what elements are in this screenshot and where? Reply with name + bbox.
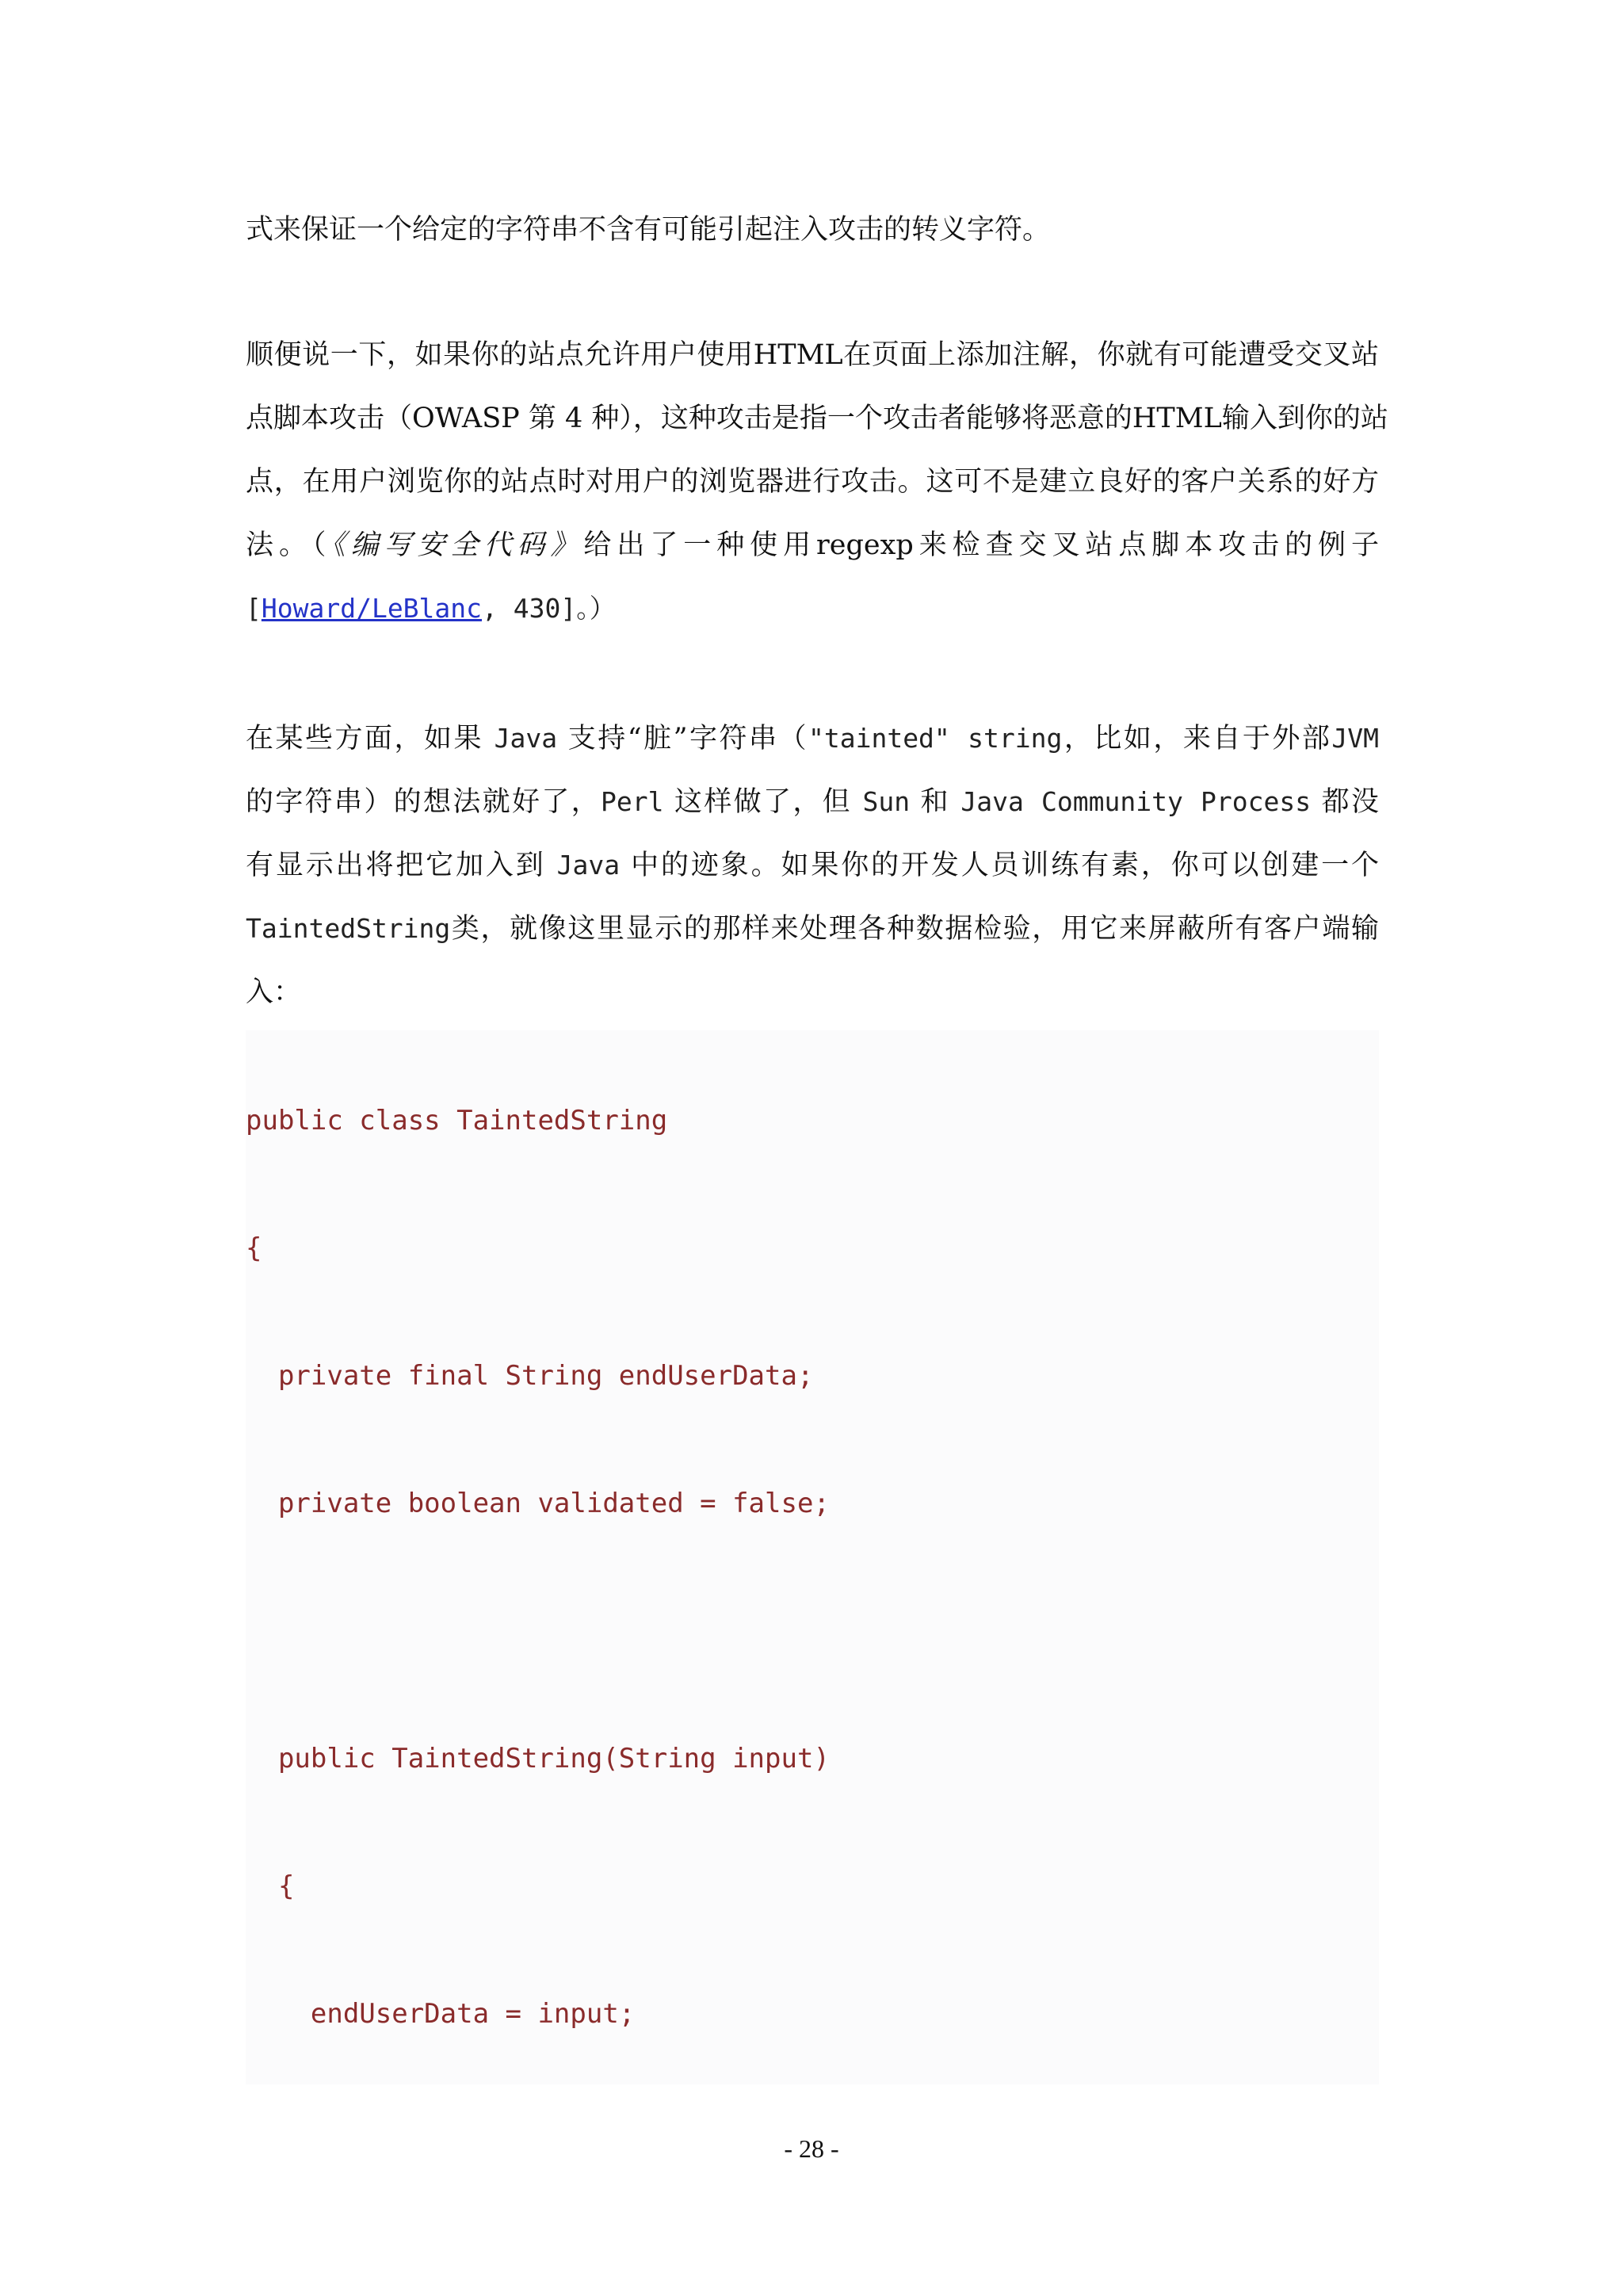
paragraph-line (246, 591, 616, 626)
text-run: 支持“脏”字符串（ (567, 723, 808, 755)
bracket-text: [ (246, 593, 262, 624)
text-run: 在某些方面，如果 (246, 723, 483, 755)
paragraph-line (246, 911, 1379, 946)
paragraph-line: 点，在用户浏览你的站点时对用户的浏览器进行攻击。这可不是建立良好的客户关系的好方 (246, 466, 1379, 498)
code-term: Sun (862, 786, 911, 817)
text-run: ，比如，来自于外部 (1062, 723, 1332, 755)
reference-page: , 430]。） (482, 593, 616, 624)
paragraph-line: 顺便说一下，如果你的站点允许用户使用HTML在页面上添加注解，你就有可能遭受交叉站 (246, 339, 1379, 371)
code-line: { (246, 1232, 262, 1264)
code-term: Java (556, 850, 621, 881)
reference-link[interactable]: Howard/LeBlanc (261, 593, 483, 624)
book-title: 《编写安全代码》 (331, 529, 584, 561)
code-line: private final String endUserData; (246, 1360, 814, 1392)
paragraph-line: 入： (246, 976, 302, 1008)
text-run: 和 (920, 786, 950, 818)
text-run: 都没 (1321, 786, 1379, 818)
code-line: public class TaintedString (246, 1105, 668, 1137)
code-term: TaintedString (246, 913, 451, 944)
text-run: 的字符串）的想法就好了， (246, 786, 601, 818)
text-run: 这样做了，但 (674, 786, 852, 818)
code-term: "tainted" string (808, 723, 1063, 754)
text-run: 法。（ (246, 529, 332, 561)
text-run: 有显示出将把它加入到 (246, 850, 546, 881)
paragraph-line (246, 528, 1379, 563)
paragraph-line: 式来保证一个给定的字符串不含有可能引起注入攻击的转义字符。 (246, 214, 1051, 246)
code-line: private boolean validated = false; (246, 1488, 830, 1519)
code-line: { (246, 1870, 295, 1902)
text-run: 给出了一种使用regexp来检查交叉站点脚本攻击的例子 (583, 529, 1379, 561)
paragraph-line (246, 721, 1379, 756)
paragraph-line (246, 785, 1379, 819)
code-term: Perl (601, 786, 664, 817)
code-term: Java Community Process (960, 786, 1312, 817)
code-listing-background (246, 1030, 1379, 2084)
paragraph-line: 点脚本攻击（OWASP 第 4 种），这种攻击是指一个攻击者能够将恶意的HTML输入到你的站 (246, 403, 1388, 434)
text-run: 类，就像这里显示的那样来处理各种数据检验，用它来屏蔽所有客户端输 (450, 913, 1379, 945)
code-term: Java (494, 723, 558, 754)
text-run: 中的迹象。如果你的开发人员训练有素，你可以创建一个 (631, 850, 1379, 881)
paragraph-line (246, 848, 1379, 883)
code-line: endUserData = input; (246, 1998, 636, 2030)
page-number: - 28 - (784, 2134, 839, 2163)
code-line: public TaintedString(String input) (246, 1743, 830, 1775)
code-term: JVM (1331, 723, 1379, 754)
